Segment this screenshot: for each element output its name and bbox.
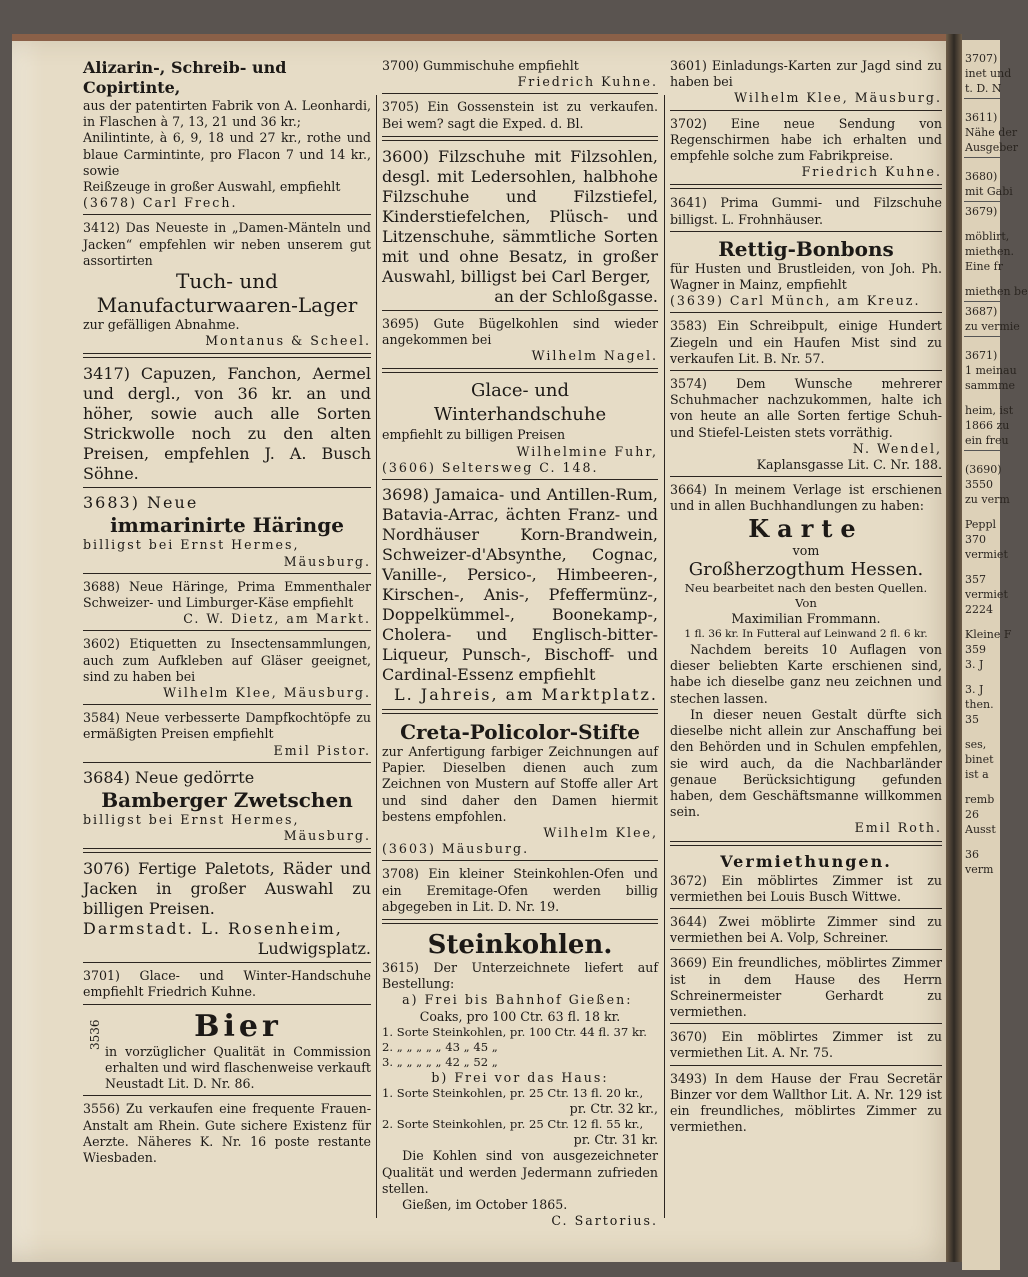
facing-page-text: (3690) [965,463,1002,476]
ad-winterhandschuhe [382,379,658,476]
ad-text: b) Frei vor das Haus: [431,1069,609,1085]
ad-text: 3644) Zwei möblirte Zimmer sind zu vermiethen bei A. Volp, Schreiner. [670,913,942,946]
ad-separator [670,184,942,189]
ad-text: Neu bearbeitet nach den besten Quellen. [684,580,928,595]
facing-page-text: möblirt, [965,230,1010,243]
ad-signature: Wilhelm Klee, [543,825,658,841]
ad-separator [83,1004,371,1005]
ad-signature: C. W. Dietz, am Markt. [183,611,371,627]
ad-text: 3583) Ein Schreibpult, einige Hundert Ziegeln und ein Haufen Mist sind zu verkaufen Lit. B. Nr. 57. [670,318,942,366]
ad-einladungskarten [670,58,942,107]
ad-signature: Wilhelmine Fuhr, [516,443,658,459]
ad-text: 3556) Zu verkaufen eine frequente Frauen-Anstalt am Rhein. Gute sichere Existenz für Aerzte. Näheres K. Nr. 16 poste restante Wiesbaden. [83,1101,371,1165]
facing-page-text: 3707) [965,52,998,65]
ad-text: 3076) Fertige Paletots, Räder und Jacken in großer Auswahl zu billigen Preisen. [83,859,371,919]
ad-text: 3684) Neue gedörrte [83,767,255,787]
ad-separator [382,709,658,714]
ad-kaese [83,579,371,628]
ad-separator [670,476,942,477]
section-vermiethungen [670,852,942,872]
ad-text: 3670) Ein möblirtes Zimmer ist zu vermiethen Lit. A. Nr. 75. [670,1029,942,1061]
ad-heading: Karte [748,513,864,543]
ad-heading: Bier [194,1008,282,1044]
ad-signature: (3678) Carl Frech. [83,195,238,211]
column-3 [670,58,942,1136]
ad-text: Gießen, im October 1865. [402,1197,568,1213]
facing-page-text: then. [965,698,994,711]
facing-page-text: remb [965,793,995,806]
facing-page-text: 36 [965,848,979,861]
ad-heading: Tuch- und Manufacturwaaren-Lager [96,269,358,318]
ad-price: 1. Sorte Steinkohlen, pr. 100 Ctr. 44 fl. 37 kr. [382,1024,647,1039]
ad-text: 3615) Der Unterzeichnete liefert auf Bestellung: [382,960,658,992]
ad-schreibpult [670,318,942,367]
ad-text: aus der patentirten Fabrik von A. Leonhardi, in Flaschen à 7, 13, 21 und 36 kr.; [83,98,371,130]
facing-page-text: inet und [965,67,1012,80]
ad-heading: Rettig-Bonbons [718,236,894,261]
facing-page-text: sammme [965,379,1016,392]
ad-signature: Wilhelm Klee, Mäusburg. [734,90,942,106]
ad-tinte [83,58,371,211]
ad-zimmer-busch [670,873,942,905]
ad-signature: Wilhelm Klee, Mäusburg. [163,685,371,701]
ad-creta-stifte [382,720,658,857]
ad-price: pr. Ctr. 32 kr., [569,1101,658,1117]
facing-page-text: 359 [965,643,986,656]
ad-signature: Emil Pistor. [273,742,371,758]
ad-text: Reißzeuge in großer Auswahl, empfiehlt [83,179,341,195]
ad-paletots [83,859,371,959]
facing-page-fragment [962,40,1028,1270]
facing-page-text: 26 [965,808,979,821]
ad-zimmer-lit-a [670,1029,942,1061]
facing-page-text: 3680) [965,170,998,183]
facing-page-text: mit Gabi [965,185,1013,198]
facing-page-text: vermiet [965,548,1008,561]
ad-rettig-bonbons [670,237,942,310]
ad-separator [83,962,371,963]
column-divider-2 [664,95,665,1218]
ad-separator [382,919,658,924]
ad-signature: (3603) Mäusburg. [382,841,530,857]
facing-page-text: 370 [965,533,986,546]
ad-text: zur gefälligen Abnahme. [83,317,240,333]
ad-filzschuhe [382,147,658,307]
ad-signature: Wilhelm Nagel. [531,348,658,364]
ad-text: 3412) Das Neueste in „Damen-Mänteln und Jacken“ empfehlen wir neben unserem gut assortirten [83,220,371,268]
ad-signature: Emil Roth. [854,820,942,836]
ad-heading: Bamberger Zwetschen [101,787,353,812]
ad-price: 2. Sorte Steinkohlen, pr. 25 Ctr. 12 fl. 55 kr., [382,1117,644,1132]
ad-separator [382,93,658,94]
ad-text: 3698) Jamaica- und Antillen-Rum, Batavia-Arrac, ächten Franz- und Nordhäuser Korn-Brandwein, Schweizer-d'Absynthe, Cognac, Vanille-, Persico-, Himbeeren-, Kirschen-, Anis-, Pfeffermünz-, Doppelkümmel-, Boonekamp-, Cholera- und Englisch-bitter-Liqueur, Punsch-, Bischoff- und Cardinal-Essenz empfiehlt [382,485,658,685]
ad-zimmer-volp [670,914,942,946]
ad-heading: Glace- und Winterhandschuhe [433,380,607,426]
facing-page-text: 3679) [965,205,998,218]
ad-karte-hessen [670,482,942,836]
ad-zimmer-binzer [670,1071,942,1136]
ad-separator [670,1023,942,1024]
ad-text: 3602) Etiquetten zu Insectensammlungen, auch zum Aufkleben auf Gläser geeignet, sind zu haben bei [83,636,371,684]
ad-signature: Mäusburg. [283,828,371,844]
ad-text: 3664) In meinem Verlage ist erschienen und in allen Buchhandlungen zu haben: [670,482,942,514]
ad-signature: Ludwigsplatz. [257,939,371,959]
facing-page-text: Eine fr [965,260,1003,273]
ad-text: In dieser neuen Gestalt dürfte sich dieselbe nicht allein zur Anschaffung bei den Behörden und in Schulen empfehlen, sie wird auch, da die Nachbarländer genaue Berücksichtigung gefunden haben, dem Geschäftsmanne willkommen sein. [670,706,942,820]
book-gutter [946,34,962,1262]
ad-signature: (3606) Seltersweg C. 148. [382,459,599,475]
ad-signature: L. Jahreis, am Marktplatz. [393,685,658,705]
column-2 [382,58,658,1231]
facing-page-text: binet [965,753,994,766]
facing-page-text: Ausgeber [965,141,1019,154]
ad-separator [83,762,371,763]
facing-page-text: Ausst [965,823,996,836]
ad-text: Anilintinte, à 6, 9, 18 und 27 kr., rothe und blaue Carmintinte, pro Flacon 7 und 14 kr., sowie [83,130,371,178]
ad-signature: an der Schloßgasse. [494,286,658,306]
ad-leisten [670,376,942,473]
ad-separator [83,573,371,574]
ad-signature: Kaplansgasse Lit. C. Nr. 188. [756,457,942,473]
facing-page-text: ist a [965,768,989,781]
ad-text: 3417) Capuzen, Fanchon, Aermel und dergl., von 36 kr. an und höher, sowie auch alle Sorten Strickwolle noch zu den alten Preisen, empfehlen J. A. Busch Söhne. [83,364,371,484]
ad-text: 3700) Gummischuhe empfiehlt [382,58,579,73]
ad-heading: Großherzogthum Hessen. [688,558,924,580]
ad-signature: Darmstadt. L. Rosenheim, [83,919,343,939]
facing-page-text: t. D. N [965,82,1002,95]
facing-page-text: verm [965,863,994,876]
ad-separator [670,312,942,313]
ad-text: 3600) Filzschuhe mit Filzsohlen, desgl. mit Ledersohlen, halbhohe Filzschuhe und Filzstiefel, Kinderstiefelchen, Plüsch- und Litzenschuhe, sämmtliche Sorten mit und ohne Besatz, in großer Auswahl, billigst bei Carl Berger, [382,146,658,286]
facing-page-text: Peppl [965,518,997,531]
facing-page-text: 1 meinau [965,364,1017,377]
ad-separator [670,370,942,371]
ad-text: 3708) Ein kleiner Steinkohlen-Ofen und ein Eremitage-Ofen werden billig abgegeben in Lit. D. Nr. 19. [382,866,658,914]
ad-text: 3601) Einladungs-Karten zur Jagd sind zu haben bei [670,58,942,90]
ad-gummi-filzschuhe [670,195,942,227]
ad-gummischuhe [382,58,658,90]
ad-etiquetten [83,636,371,701]
ad-separator [83,1095,371,1096]
facing-page-text: Nähe der [965,126,1018,139]
ad-zimmer-gerhardt [670,955,942,1020]
ad-text: 3702) Eine neue Sendung von Regenschirmen habe ich erhalten und empfehle solche zum Fabrikpreise. [670,115,942,164]
facing-page-text: 3687) [965,305,998,318]
ad-text: empfiehlt zu billigen Preisen [382,427,566,443]
ad-text: zur Anfertigung farbiger Zeichnungen auf Papier. Dieselben dienen auch zum Zeichnen von Mustern auf Stoffe aller Art und sind daher den Damen hiermit bestens empfohlen. [382,744,658,824]
facing-page-text: ein freu [965,434,1009,447]
ad-price: 2. „ „ „ „ „ 43 „ 45 „ [382,1039,498,1054]
ad-signature: Friedrich Kuhne. [801,164,942,180]
ad-text: 3688) Neue Häringe, Prima Emmenthaler Schweizer- und Limburger-Käse empfiehlt [83,578,371,611]
ad-text: in vorzüglicher Qualität in Commission erhalten und wird flaschenweise verkauft Neustadt Lit. D. Nr. 86. [105,1043,371,1092]
facing-page-text: heim, ist [965,404,1014,417]
facing-page-rule [964,301,1000,302]
ad-separator [670,908,942,909]
ad-text: 3672) Ein möblirtes Zimmer ist zu vermiethen bei Louis Busch Wittwe. [670,872,942,904]
ad-text: vom [792,542,820,558]
facing-page-text: ses, [965,738,987,751]
facing-page-text: Kleine F [965,628,1012,641]
ad-capuzen [83,364,371,484]
ad-separator [83,704,371,705]
ad-text: billigst bei Ernst Hermes, [83,811,300,827]
ad-separator [382,479,658,480]
facing-page-text: zu verm [965,493,1010,506]
facing-page-text: 357 [965,573,986,586]
section-heading: Vermiethungen. [720,851,892,871]
ad-heading: Creta-Policolor-Stifte [400,720,640,745]
ad-bier [83,1010,371,1093]
ad-zwetschen [83,768,371,844]
facing-page-text: 3550 [965,478,993,491]
ad-text: 3493) In dem Hause der Frau Secretär Binzer vor dem Wallthor Lit. A. Nr. 129 ist ein freundliches, möblirtes Zimmer zu vermiethen. [670,1070,942,1135]
facing-page-text: 3611) [965,111,998,124]
facing-page-rule [964,157,1000,158]
ad-heading: immarinirte Häringe [110,513,344,538]
facing-page-text: miethen. [965,245,1015,258]
ad-price: Coaks, pro 100 Ctr. 63 fl. 18 kr. [419,1008,621,1024]
ad-text: Nachdem bereits 10 Auflagen von dieser beliebten Karte erschienen sind, habe ich dieselbe ganz neu zeichnen und stechen lassen. [670,642,942,706]
ad-separator [382,136,658,141]
ad-text: a) Frei bis Bahnhof Gießen: [402,992,633,1008]
facing-page-text: zu vermie [965,320,1020,333]
facing-page-text: 3671) [965,349,998,362]
ad-liqueur [382,485,658,705]
ad-heading: Steinkohlen. [427,930,613,961]
facing-page-rule [964,201,1000,202]
ad-separator [83,848,371,853]
ad-ofen [382,866,658,915]
ad-separator [670,231,942,232]
ad-text: Von [795,595,817,610]
facing-page-text: vermiet [965,588,1008,601]
ad-signature: Friedrich Kuhne. [517,74,658,90]
ad-text: 3695) Gute Bügelkohlen sind wieder angekommen bei [382,315,658,348]
ad-separator [83,214,371,215]
ad-number-rotated: 3536 [88,1019,102,1050]
ad-separator [670,1065,942,1066]
ad-separator [670,949,942,950]
ad-price: 1. Sorte Steinkohlen, pr. 25 Ctr. 13 fl. 20 kr., [382,1086,644,1101]
facing-page-text: 2224 [965,603,993,616]
ad-separator [382,368,658,373]
ad-separator [83,630,371,631]
ad-signature: N. Wendel, [852,440,942,456]
ad-damen-maenteln [83,220,371,349]
page-top-edge [12,34,962,41]
ad-text: 3641) Prima Gummi- und Filzschuhe billigst. L. Frohnhäuser. [670,195,942,227]
ad-text: für Husten und Brustleiden, von Joh. Ph. Wagner in Mainz, empfiehlt [670,260,942,293]
facing-page-text: 35 [965,713,979,726]
ad-separator [83,353,371,358]
facing-page-text: 3. J [965,683,984,696]
ad-gossenstein [382,99,658,131]
ad-price: 1 fl. 36 kr. In Futteral auf Leinwand 2 fl. 6 kr. [684,628,928,641]
ad-heading: Alizarin-, Schreib- und Copirtinte, [83,58,287,97]
ad-signature: (3639) Carl Münch, am Kreuz. [670,293,921,309]
facing-page-rule [964,98,1000,99]
ad-text: 3574) Dem Wunsche mehrerer Schuhmacher nachzukommen, halte ich von heute an alle Sorten fertige Schuh- und Stiefel-Leisten stets vorräthig. [670,376,942,440]
ad-text: 3705) Ein Gossenstein ist zu verkaufen. Bei wem? sagt die Exped. d. Bl. [382,99,658,131]
ad-separator [382,860,658,861]
ad-price: 3. „ „ „ „ „ 42 „ 52 „ [382,1054,498,1069]
facing-page-text: 1866 zu [965,419,1010,432]
ad-text: 3683) Neue [83,493,199,513]
facing-page-text: 3. J [965,658,984,671]
ad-signature: Montanus & Scheel. [205,333,371,349]
facing-page-rule [964,336,1000,337]
ad-text: 3584) Neue verbesserte Dampfkochtöpfe zu ermäßigten Preisen empfiehlt [83,710,371,742]
ad-steinkohlen [382,930,658,1229]
facing-page-text: miethen be [965,285,1028,298]
ad-dampfkochtoepfe [83,710,371,759]
facing-page-rule [964,450,1000,451]
ad-separator [382,310,658,311]
ad-author: Maximilian Frommann. [731,610,881,626]
ad-signature: Mäusburg. [283,553,371,569]
ad-haeringe [83,493,371,569]
column-1 [83,58,371,1167]
ad-buegelkohlen [382,316,658,365]
ad-handschuhe [83,968,371,1000]
ad-separator [83,487,371,488]
ad-text: billigst bei Ernst Hermes, [83,537,300,553]
ad-text: 3701) Glace- und Winter-Handschuhe empfiehlt Friedrich Kuhne. [83,968,371,1000]
ad-price: pr. Ctr. 31 kr. [573,1132,658,1148]
ad-signature: C. Sartorius. [551,1213,658,1229]
ad-regenschirme [670,116,942,181]
ad-frauen-anstalt [83,1101,371,1166]
ad-separator [670,110,942,111]
ad-text: 3669) Ein freundliches, möblirtes Zimmer ist in dem Hause des Herrn Schreinermeister Gerhardt zu vermiethen. [670,955,942,1019]
column-divider-1 [376,95,377,1218]
ad-separator [670,841,942,846]
ad-text: Die Kohlen sind von ausgezeichneter Qualität und werden Jedermann zufrieden stellen. [382,1148,658,1196]
